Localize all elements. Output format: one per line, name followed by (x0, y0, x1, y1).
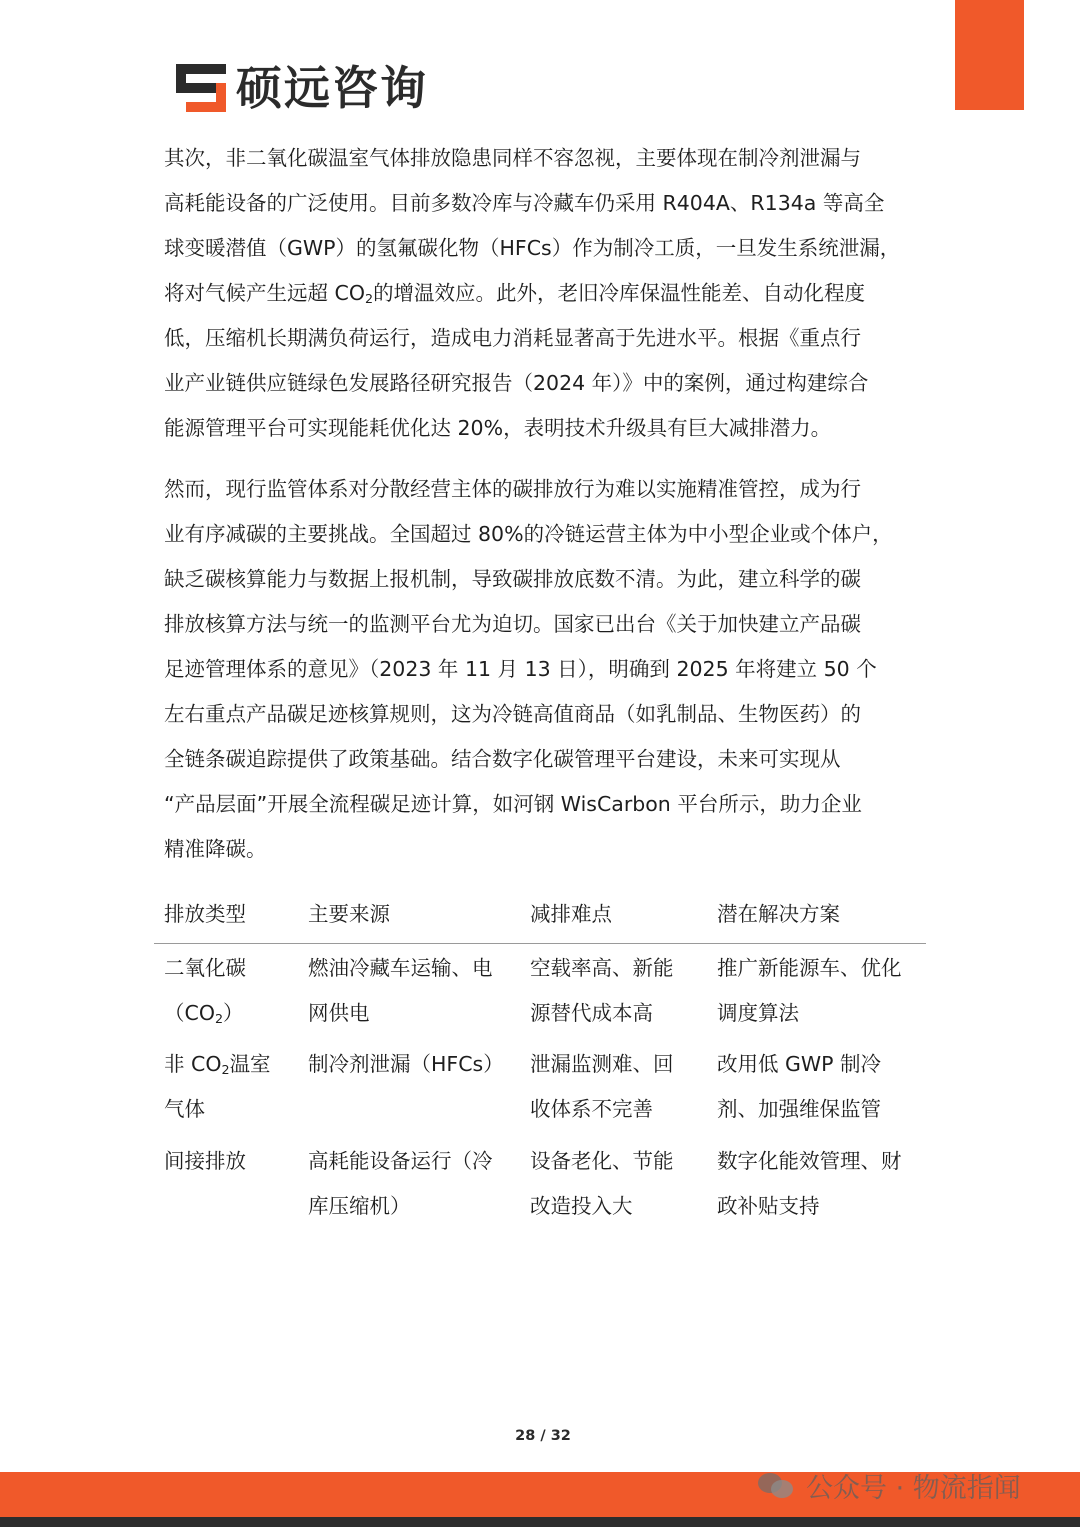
cell-line: 源替代成本高 (530, 1001, 653, 1025)
cell-emission-type (164, 946, 246, 1036)
cell-line: 二氧化碳 (164, 956, 246, 980)
header-difficulty: 减排难点 (530, 902, 612, 926)
text-fragment: 将对气候产生远超 CO (164, 281, 365, 305)
text-line: 精准降碳。 (164, 837, 267, 861)
wechat-watermark (758, 1465, 1021, 1505)
text-fragment: 温室 (229, 1052, 271, 1076)
cell-main-source (308, 1042, 504, 1087)
text-line: 业产业链供应链绿色发展路径研究报告（2024 年）》中的案例，通过构建综合 (164, 371, 869, 395)
subscript: 2 (221, 1062, 230, 1078)
cell-line: 剂、加强维保监管 (717, 1097, 881, 1121)
cell-line: 数字化能效管理、财 (717, 1149, 902, 1173)
cell-line: 泄漏监测难、回 (530, 1052, 674, 1076)
text-fragment: （CO (164, 1001, 215, 1025)
text-fragment: 的增温效应。此外，老旧冷库保温性能差、自动化程度 (373, 281, 866, 305)
header-main-source: 主要来源 (308, 902, 390, 926)
cell-line: 设备老化、节能 (530, 1149, 674, 1173)
cell-line: 空载率高、新能 (530, 956, 674, 980)
text-line: “产品层面”开展全流程碳足迹计算，如河钢 WisCarbon 平台所示，助力企业 (164, 792, 862, 816)
header-emission-type: 排放类型 (164, 902, 246, 926)
cell-solution (717, 946, 902, 1036)
cell-difficulty (530, 946, 674, 1036)
cell-line: 气体 (164, 1097, 205, 1121)
table-row (154, 1042, 926, 1139)
text-line: 能源管理平台可实现能耗优化达 20%，表明技术升级具有巨大减排潜力。 (164, 416, 832, 440)
page-number: 28 / 32 (515, 1428, 571, 1444)
text-line (164, 271, 926, 316)
cell-main-source (308, 1139, 493, 1229)
text-fragment: ） (223, 1001, 244, 1025)
text-line: 缺乏碳核算能力与数据上报机制，导致碳排放底数不清。为此，建立科学的碳 (164, 567, 861, 591)
cell-line: 高耗能设备运行（冷 (308, 1149, 493, 1173)
wechat-icon (758, 1470, 798, 1500)
text-line: 排放核算方法与统一的监测平台尤为迫切。国家已出台《关于加快建立产品碳 (164, 612, 861, 636)
company-logo (176, 62, 428, 114)
cell-line (164, 1042, 271, 1087)
footer-dark-strip (0, 1517, 1080, 1527)
header-accent-tab (955, 0, 1024, 110)
text-line: 球变暖潜值（GWP）的氢氟碳化物（HFCs）作为制冷工质，一旦发生系统泄漏， (164, 236, 901, 260)
text-line: 业有序减碳的主要挑战。全国超过 80%的冷链运营主体为中小型企业或个体户， (164, 522, 893, 546)
header-solution: 潜在解决方案 (717, 902, 840, 926)
text-line: 其次，非二氧化碳温室气体排放隐患同样不容忽视，主要体现在制冷剂泄漏与 (164, 146, 861, 170)
cell-line: 库压缩机） (308, 1194, 411, 1218)
cell-line: 推广新能源车、优化 (717, 956, 902, 980)
cell-emission-type (164, 1042, 271, 1132)
cell-line: 政补贴支持 (717, 1194, 820, 1218)
cell-solution (717, 1042, 881, 1132)
table-row (154, 946, 926, 1042)
text-line: 然而，现行监管体系对分散经营主体的碳排放行为难以实施精准管控，成为行 (164, 477, 861, 501)
watermark-text: 公众号 · 物流指闻 (806, 1472, 1021, 1504)
text-line: 高耗能设备的广泛使用。目前多数冷库与冷藏车仍采用 R404A、R134a 等高全 (164, 191, 885, 215)
text-fragment: 非 CO (164, 1052, 222, 1076)
cell-line: 调度算法 (717, 1001, 799, 1025)
text-line: 足迹管理体系的意见》（2023 年 11 月 13 日），明确到 2025 年将建立 50 个 (164, 657, 877, 681)
logo-text: 硕远咨询 (236, 61, 428, 115)
subscript: 2 (364, 291, 374, 307)
cell-line: 间接排放 (164, 1149, 246, 1173)
logo-mark-icon (176, 64, 226, 112)
cell-line: 改造投入大 (530, 1194, 633, 1218)
cell-line: 改用低 GWP 制冷 (717, 1052, 882, 1076)
cell-difficulty (530, 1042, 674, 1132)
table-row (154, 1139, 926, 1235)
cell-emission-type (164, 1139, 246, 1184)
paragraph-regulation-challenges (164, 467, 926, 872)
cell-line: 网供电 (308, 1001, 370, 1025)
cell-line: 燃油冷藏车运输、电 (308, 956, 493, 980)
cell-main-source (308, 946, 493, 1036)
text-line: 全链条碳追踪提供了政策基础。结合数字化碳管理平台建设，未来可实现从 (164, 747, 841, 771)
subscript: 2 (214, 1011, 224, 1027)
cell-difficulty (530, 1139, 674, 1229)
cell-line (164, 991, 246, 1036)
cell-solution (717, 1139, 902, 1229)
emissions-table (154, 892, 926, 1235)
paragraph-non-co2-emissions (164, 136, 926, 451)
text-line: 低，压缩机长期满负荷运行，造成电力消耗显著高于先进水平。根据《重点行 (164, 326, 861, 350)
text-line: 左右重点产品碳足迹核算规则，这为冷链高值商品（如乳制品、生物医药）的 (164, 702, 861, 726)
cell-line: 制冷剂泄漏（HFCs） (308, 1052, 504, 1076)
table-header-row (154, 892, 926, 944)
cell-line: 收体系不完善 (530, 1097, 653, 1121)
